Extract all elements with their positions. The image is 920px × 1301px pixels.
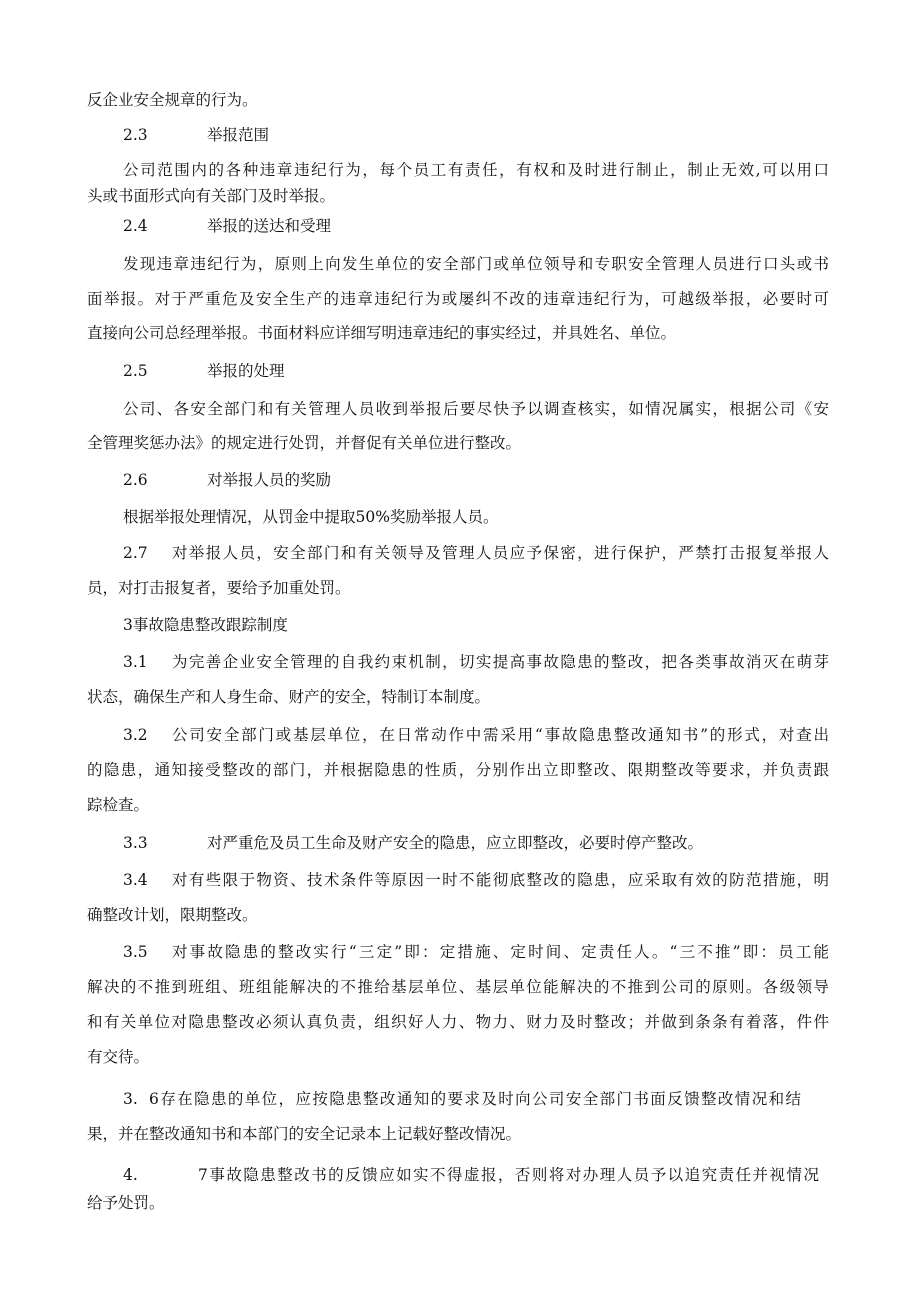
section-number: 3.4 <box>123 871 148 889</box>
paragraph-text: 头或书面形式向有关部门及时举报。 <box>87 187 336 205</box>
paragraph-text: 7事故隐患整改书的反馈应如实不得虚报，否则将对办理人员予以追究责任并视情况 <box>198 1166 819 1184</box>
paragraph-text: 和有关单位对隐患整改必须认真负责，组织好人力、物力、财力及时整改；并做到条条有着落，件件 <box>87 1013 829 1031</box>
section-number: 3.2 <box>123 726 148 744</box>
paragraph-text: 6存在隐患的单位，应按隐患整改通知的要求及时向公司安全部门书面反馈整改情况和结 <box>149 1090 801 1108</box>
section-title: 举报范围 <box>207 126 270 144</box>
paragraph-text: 全管理奖惩办法》的规定进行处罚，并督促有关单位进行整改。 <box>87 434 522 452</box>
section-number: 3.1 <box>123 653 148 671</box>
section-title: 对举报人员的奖励 <box>207 471 332 489</box>
section-number: 2.7 <box>123 544 148 562</box>
paragraph-text: 公司范围内的各种违章违纪行为，每个员工有责任，有权和及时进行制止，制止无效,可以用口 <box>123 161 829 179</box>
paragraph-text: 果，并在整改通知书和本部门的安全记录本上记载好整改情况。 <box>87 1125 522 1143</box>
paragraph-text: 面举报。对于严重危及安全生产的违章违纪行为或屡纠不改的违章违纪行为，可越级举报，必要时可 <box>87 290 829 308</box>
paragraph-text: 对有些限于物资、技术条件等原因一时不能彻底整改的隐患，应采取有效的防范措施，明 <box>172 871 829 889</box>
section-number: 2.5 <box>123 362 148 380</box>
section-title: 举报的送达和受理 <box>207 217 332 235</box>
paragraph-text: 有交待。 <box>87 1048 150 1066</box>
paragraph-text: 发现违章违纪行为，原则上向发生单位的安全部门或单位领导和专职安全管理人员进行口头或书 <box>123 255 829 273</box>
paragraph-text: 给予处罚。 <box>87 1194 165 1212</box>
paragraph-text: 解决的不推到班组、班组能解决的不推给基层单位、基层单位能解决的不推到公司的原则。各级领导 <box>87 978 829 996</box>
paragraph-text: 踪检查。 <box>87 796 150 814</box>
section-number: 3.5 <box>123 943 148 961</box>
section-number: 3. <box>123 1090 138 1108</box>
paragraph-text: 的隐患，通知接受整改的部门，并根据隐患的性质，分别作出立即整改、限期整改等要求，并负责跟 <box>87 761 829 779</box>
section-number: 3.3 <box>123 834 148 852</box>
section-title: 举报的处理 <box>207 362 285 380</box>
paragraph-text: 公司安全部门或基层单位，在日常动作中需采用“事故隐患整改通知书”的形式，对查出 <box>172 726 829 744</box>
section-number: 2.6 <box>123 471 148 489</box>
section-number: 2.3 <box>123 126 148 144</box>
section-title: 3事故隐患整改跟踪制度 <box>123 616 288 634</box>
paragraph-text: 为完善企业安全管理的自我约束机制，切实提高事故隐患的整改，把各类事故消灭在萌芽 <box>172 653 829 671</box>
paragraph-text: 直接向公司总经理举报。书面材料应详细写明违章违纪的事实经过，并具姓名、单位。 <box>87 324 677 342</box>
section-number: 4. <box>123 1166 138 1184</box>
paragraph-text: 状态，确保生产和人身生命、财产的安全，特制订本制度。 <box>87 688 491 706</box>
paragraph-text: 对事故隐患的整改实行“三定”即：定措施、定时间、定责任人。“三不推”即：员工能 <box>172 943 829 961</box>
paragraph-text: 员，对打击报复者，要给予加重处罚。 <box>87 579 351 597</box>
paragraph-text: 对严重危及员工生命及财产安全的隐患，应立即整改，必要时停产整改。 <box>207 834 704 852</box>
paragraph-text: 根据举报处理情况，从罚金中提取50%奖励举报人员。 <box>123 508 499 526</box>
paragraph-text: 公司、各安全部门和有关管理人员收到举报后要尽快予以调查核实，如情况属实，根据公司《安 <box>123 400 829 418</box>
paragraph-text: 确整改计划，限期整改。 <box>87 906 258 924</box>
section-number: 2.4 <box>123 217 148 235</box>
paragraph-text: 反企业安全规章的行为。 <box>87 91 258 109</box>
paragraph-text: 对举报人员，安全部门和有关领导及管理人员应予保密，进行保护，严禁打击报复举报人 <box>172 544 829 562</box>
